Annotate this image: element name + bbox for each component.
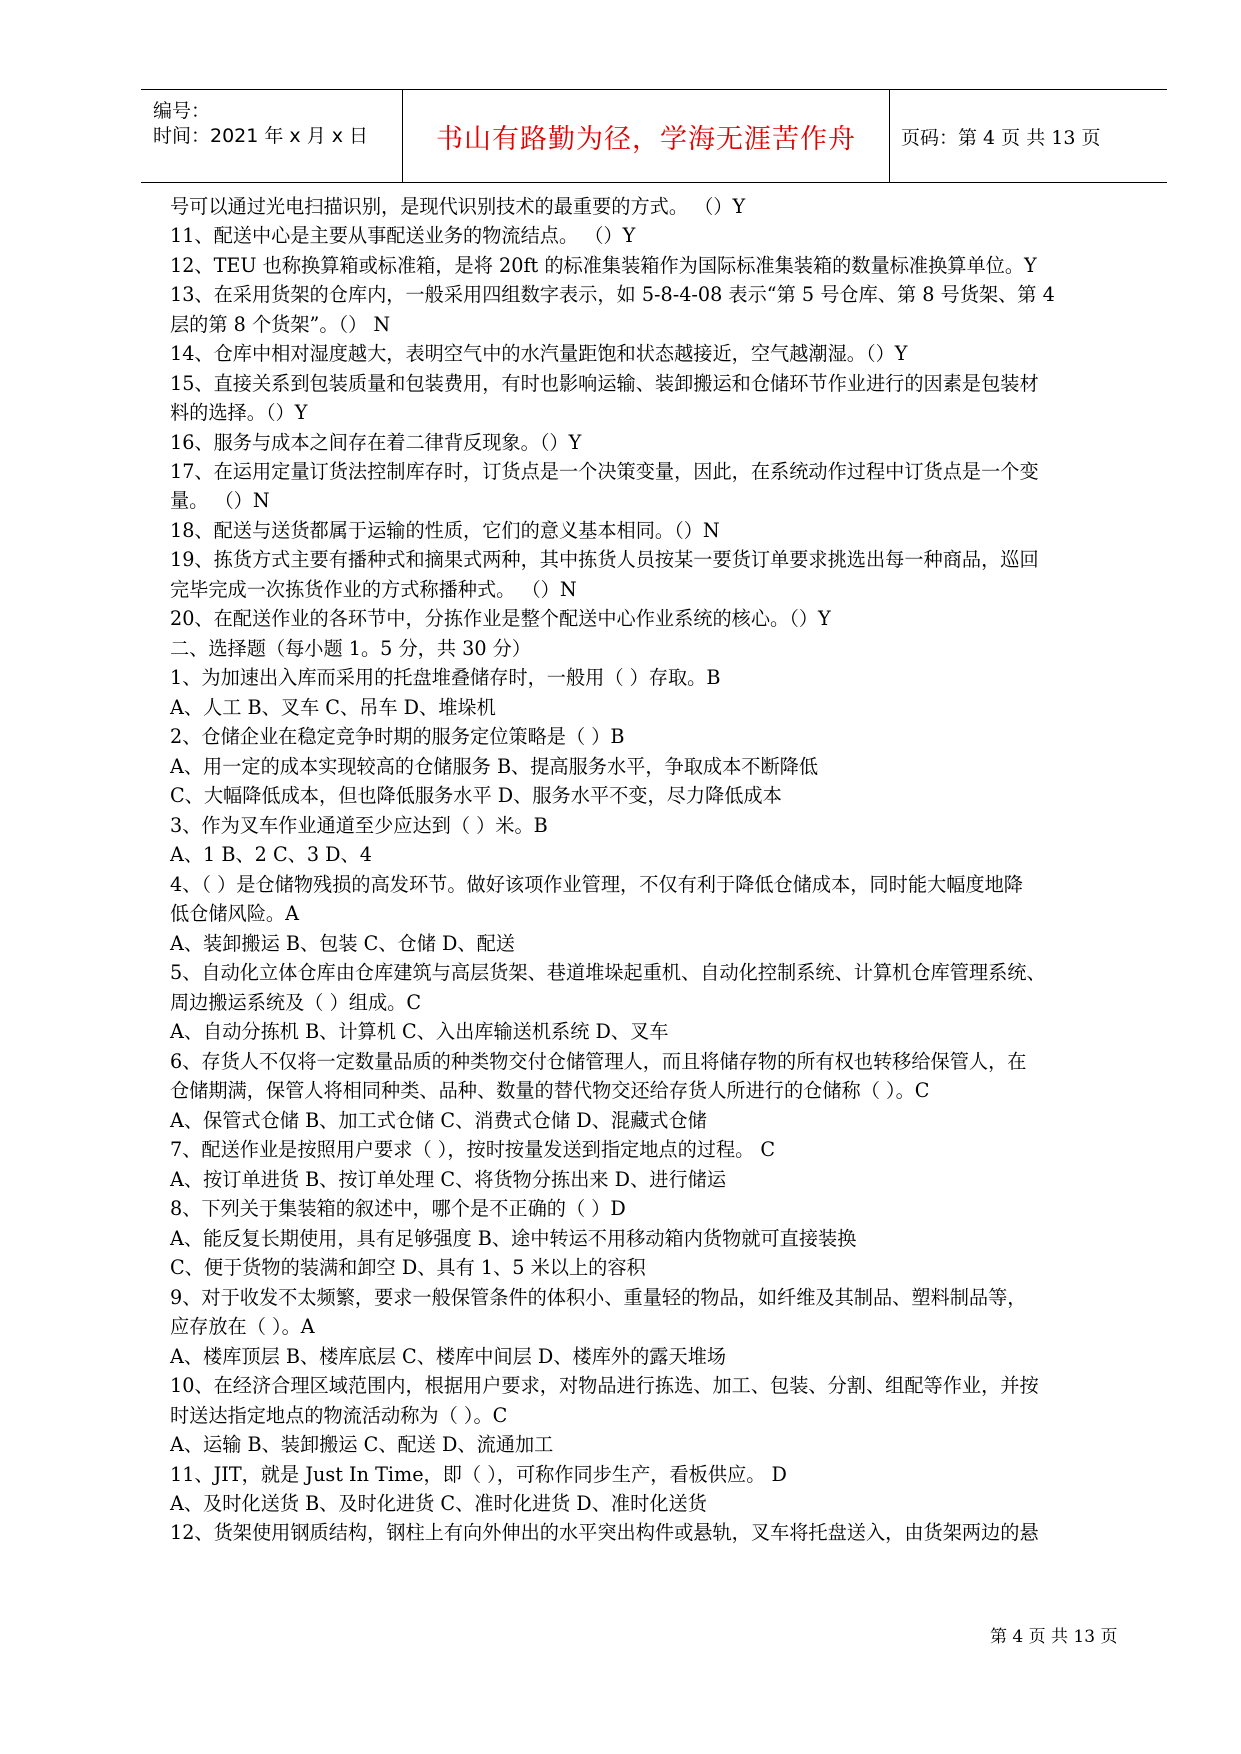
number-label: 编号：: [153, 100, 211, 122]
text-line: 层的第 8 个货架”。（） N: [170, 313, 391, 336]
text-line: A、按订单进货 B、按订单处理 C、将货物分拣出来 D、进行储运: [170, 1168, 727, 1191]
time-label: 时间：2021 年 x 月 x 日: [153, 125, 369, 147]
text-line: A、1 B、2 C、3 D、4: [170, 843, 372, 866]
text-line: A、能反复长期使用，具有足够强度 B、途中转运不用移动箱内货物就可直接装换: [170, 1227, 857, 1250]
text-line: 量。 （）N: [170, 489, 270, 512]
text-line: 应存放在（ ）。A: [170, 1315, 315, 1338]
text-line: 13、在采用货架的仓库内，一般采用四组数字表示，如 5-8-4-08 表示“第 5 号仓库、第 8 号货架、第 4: [170, 283, 1055, 306]
text-line: 时送达指定地点的物流活动称为（ ）。C: [170, 1404, 508, 1427]
text-line: 14、仓库中相对湿度越大，表明空气中的水汽量距饱和状态越接近，空气越潮湿。（）Y: [170, 342, 908, 365]
text-line: 完毕完成一次拣货作业的方式称播种式。 （）N: [170, 578, 577, 601]
text-line: 12、货架使用钢质结构，钢柱上有向外伸出的水平突出构件或悬轨，叉车将托盘送入，由货架两边的悬: [170, 1521, 1039, 1544]
text-line: 料的选择。（）Y: [170, 401, 308, 424]
text-line: A、及时化送货 B、及时化进货 C、准时化进货 D、准时化送货: [170, 1492, 707, 1515]
header-meta-cell: [141, 90, 403, 182]
text-line: A、保管式仓储 B、加工式仓储 C、消费式仓储 D、混藏式仓储: [170, 1109, 707, 1132]
header-page-cell: [890, 90, 1167, 182]
text-line: 11、JIT，就是 Just In Time，即（ ），可称作同步生产，看板供应。 D: [170, 1463, 787, 1486]
text-line: C、大幅降低成本，但也降低服务水平 D、服务水平不变，尽力降低成本: [170, 784, 782, 807]
text-line: 仓储期满，保管人将相同种类、品种、数量的替代物交还给存货人所进行的仓储称（ ）。C: [170, 1079, 930, 1102]
text-line: A、用一定的成本实现较高的仓储服务 B、提高服务水平，争取成本不断降低: [170, 755, 819, 778]
text-line: 2、仓储企业在稳定竞争时期的服务定位策略是（ ）B: [170, 725, 625, 748]
text-line: 7、配送作业是按照用户要求（ ），按时按量发送到指定地点的过程。 C: [170, 1138, 776, 1161]
text-line: 9、对于收发不太频繁，要求一般保管条件的体积小、重量轻的物品，如纤维及其制品、塑料制品等，: [170, 1286, 1027, 1309]
text-line: 16、服务与成本之间存在着二律背反现象。（）Y: [170, 431, 582, 454]
text-line: 8、下列关于集装箱的叙述中，哪个是不正确的（ ）D: [170, 1197, 626, 1220]
text-line: 二、选择题（每小题 1。5 分，共 30 分）: [170, 637, 532, 660]
text-line: 12、TEU 也称换算箱或标准箱，是将 20ft 的标准集装箱作为国际标准集装箱的数量标准换算单位。Y: [170, 254, 1037, 277]
page-header: [141, 89, 1167, 183]
text-line: 周边搬运系统及（ ）组成。C: [170, 991, 422, 1014]
text-line: A、人工 B、叉车 C、吊车 D、堆垛机: [170, 696, 496, 719]
text-line: 18、配送与送货都属于运输的性质，它们的意义基本相同。（）N: [170, 519, 720, 542]
header-motto-cell: [403, 90, 890, 182]
text-line: 15、直接关系到包装质量和包装费用，有时也影响运输、装卸搬运和仓储环节作业进行的因素是包装材: [170, 372, 1039, 395]
page-indicator: 页码：第 4 页 共 13 页: [901, 126, 1101, 149]
text-line: C、便于货物的装满和卸空 D、具有 1、5 米以上的容积: [170, 1256, 646, 1279]
text-line: A、运输 B、装卸搬运 C、配送 D、流通加工: [170, 1433, 554, 1456]
text-line: 号可以通过光电扫描识别，是现代识别技术的最重要的方式。 （）Y: [170, 195, 746, 218]
text-line: 1、为加速出入库而采用的托盘堆叠储存时，一般用（ ）存取。B: [170, 666, 721, 689]
text-line: 5、自动化立体仓库由仓库建筑与高层货架、巷道堆垛起重机、自动化控制系统、计算机仓库管理系统、: [170, 961, 1046, 984]
text-line: 11、配送中心是主要从事配送业务的物流结点。 （）Y: [170, 224, 636, 247]
text-line: A、自动分拣机 B、计算机 C、入出库输送机系统 D、叉车: [170, 1020, 669, 1043]
text-line: 低仓储风险。A: [170, 902, 299, 925]
text-line: 19、拣货方式主要有播种式和摘果式两种，其中拣货人员按某一要货订单要求挑选出每一种商品，巡回: [170, 548, 1039, 571]
motto-text: 书山有路勤为径，学海无涯苦作舟: [436, 123, 856, 155]
page-footer: 第 4 页 共 13 页: [990, 1627, 1118, 1647]
text-line: 20、在配送作业的各环节中，分拣作业是整个配送中心作业系统的核心。（）Y: [170, 607, 831, 630]
text-line: A、装卸搬运 B、包装 C、仓储 D、配送: [170, 932, 515, 955]
text-line: 17、在运用定量订货法控制库存时，订货点是一个决策变量，因此，在系统动作过程中订货点是一个变: [170, 460, 1039, 483]
text-line: A、楼库顶层 B、楼库底层 C、楼库中间层 D、楼库外的露天堆场: [170, 1345, 727, 1368]
text-line: 3、作为叉车作业通道至少应达到（ ）米。B: [170, 814, 548, 837]
text-line: 4、（ ）是仓储物残损的高发环节。做好该项作业管理，不仅有利于降低仓储成本，同时能大幅度地降: [170, 873, 1023, 896]
text-line: 6、存货人不仅将一定数量品质的种类物交付仓储管理人，而且将储存物的所有权也转移给保管人，在: [170, 1050, 1027, 1073]
text-line: 10、在经济合理区域范围内，根据用户要求，对物品进行拣选、加工、包装、分割、组配等作业，并按: [170, 1374, 1039, 1397]
